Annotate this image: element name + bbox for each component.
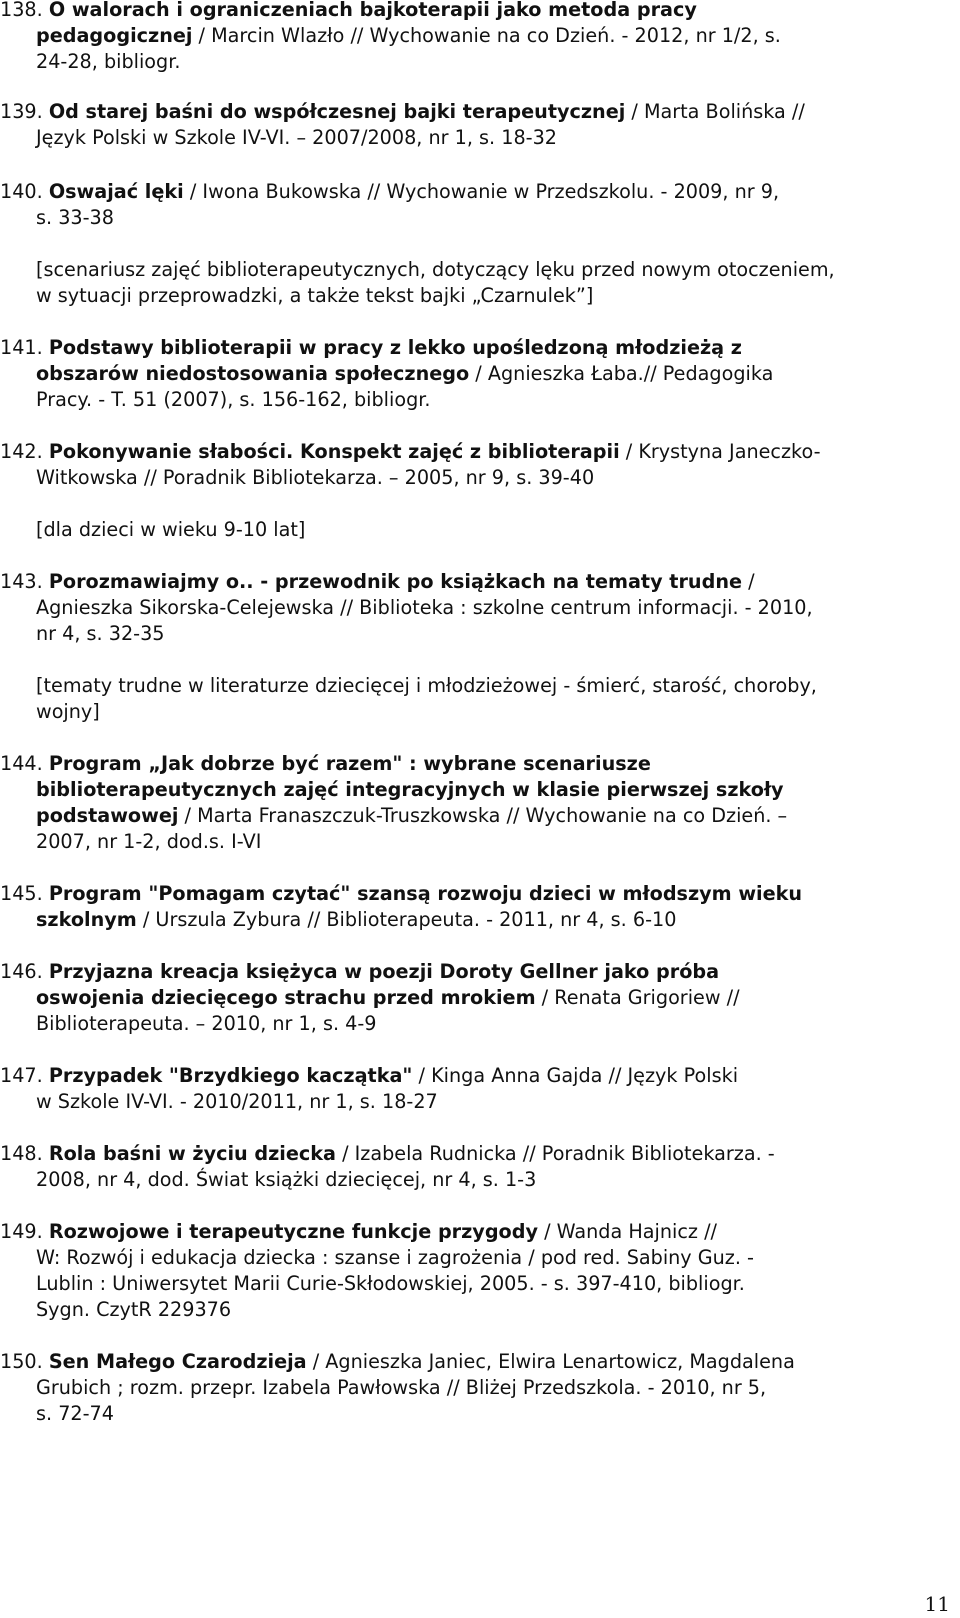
entry-title: obszarów niedostosowania społecznego: [36, 362, 470, 385]
entry-line: [0, 621, 940, 647]
bibliography-entry-147: [0, 1063, 940, 1115]
entry-line: [0, 361, 940, 387]
entry-line: [0, 777, 940, 803]
bibliography-entry-143: [0, 569, 940, 647]
bibliography-entry-141: [0, 335, 940, 413]
entry-title: Rozwojowe i terapeutyczne funkcje przygody: [48, 1220, 538, 1243]
entry-details: w Szkole IV-VI. - 2010/2011, nr 1, s. 18-27: [36, 1090, 438, 1113]
annotation-line: w sytuacji przeprowadzki, a także tekst bajki „Czarnulek”]: [36, 284, 594, 307]
entry-line: [0, 1349, 940, 1375]
entry-number: 145.: [0, 882, 49, 905]
entry-title: Przyjazna kreacja księżyca w poezji Doroty Gellner jako próba: [48, 960, 720, 983]
entry-annotation: [36, 257, 936, 309]
entry-details: Biblioterapeuta. – 2010, nr 1, s. 4-9: [36, 1012, 377, 1035]
entry-number: 139.: [0, 100, 49, 123]
entry-number: 149.: [0, 1220, 49, 1243]
entry-line: [0, 751, 940, 777]
entry-line: [0, 205, 940, 231]
entry-title: Sen Małego Czarodzieja: [48, 1350, 307, 1373]
entry-details: /: [742, 570, 755, 593]
entry-details: Język Polski w Szkole IV-VI. – 2007/2008, nr 1, s. 18-32: [36, 126, 558, 149]
entry-line: [0, 0, 940, 23]
entry-line: [0, 335, 940, 361]
bibliography-entry-149: [0, 1219, 940, 1323]
entry-details: / Wanda Hajnicz //: [537, 1220, 718, 1243]
entry-line: [0, 1401, 940, 1427]
entry-details: 24-28, bibliogr.: [36, 50, 181, 73]
entry-line: [0, 881, 940, 907]
bibliography-entry-138: [0, 0, 940, 75]
entry-title: Program "Pomagam czytać" szansą rozwoju dzieci w młodszym wieku: [48, 882, 803, 905]
bibliography-entry-148: [0, 1141, 940, 1193]
entry-details: / Kinga Anna Gajda // Język Polski: [412, 1064, 739, 1087]
entry-line: [0, 1245, 940, 1271]
entry-number: 146.: [0, 960, 49, 983]
entry-title: Rola baśni w życiu dziecka: [48, 1142, 336, 1165]
entry-details: Witkowska // Poradnik Bibliotekarza. – 2005, nr 9, s. 39-40: [36, 466, 595, 489]
entry-title: oswojenia dziecięcego strachu przed mrokiem: [36, 986, 536, 1009]
entry-line: [0, 49, 940, 75]
annotation-line: [scenariusz zajęć biblioterapeutycznych, dotyczący lęku przed nowym otoczeniem,: [36, 258, 835, 281]
entry-line: [0, 1271, 940, 1297]
entry-line: [0, 23, 940, 49]
entry-title: Przypadek "Brzydkiego kaczątka": [48, 1064, 413, 1087]
entry-line: [0, 907, 940, 933]
entry-details: Agnieszka Sikorska-Celejewska // Biblioteka : szkolne centrum informacji. - 2010,: [36, 596, 813, 619]
entry-line: [0, 569, 940, 595]
entry-line: [0, 1167, 940, 1193]
entry-annotation: [36, 517, 936, 543]
entry-details: / Urszula Zybura // Biblioterapeuta. - 2011, nr 4, s. 6-10: [136, 908, 677, 931]
annotation-line: [tematy trudne w literaturze dziecięcej i młodzieżowej - śmierć, starość, choroby,: [36, 674, 817, 697]
entry-details: / Renata Grigoriew //: [535, 986, 740, 1009]
entry-line: [0, 1063, 940, 1089]
entry-details: s. 72-74: [36, 1402, 114, 1425]
entry-line: [0, 1089, 940, 1115]
entry-details: s. 33-38: [36, 206, 114, 229]
entry-title: Pokonywanie słabości. Konspekt zajęć z biblioterapii: [48, 440, 620, 463]
entry-line: [0, 439, 940, 465]
entry-details: Pracy. - T. 51 (2007), s. 156-162, bibliogr.: [36, 388, 431, 411]
entry-details: / Marta Bolińska //: [625, 100, 805, 123]
page-number: 11: [924, 1592, 950, 1616]
entry-line: [0, 1141, 940, 1167]
entry-number: 150.: [0, 1350, 49, 1373]
entry-title: Program „Jak dobrze być razem" : wybrane scenariusze: [48, 752, 651, 775]
entry-line: [0, 829, 940, 855]
entry-line: [0, 179, 940, 205]
entry-line: [0, 387, 940, 413]
entry-number: 143.: [0, 570, 49, 593]
bibliography-entry-142: [0, 439, 940, 491]
entry-line: [0, 1011, 940, 1037]
entry-annotation: [36, 673, 936, 725]
bibliography-entry-140: [0, 179, 940, 231]
entry-details: Lublin : Uniwersytet Marii Curie-Skłodowskiej, 2005. - s. 397-410, bibliogr.: [36, 1272, 745, 1295]
entry-number: 140.: [0, 180, 49, 203]
bibliography-entry-139: [0, 99, 940, 151]
entry-number: 148.: [0, 1142, 49, 1165]
entry-details: 2008, nr 4, dod. Świat książki dziecięcej, nr 4, s. 1-3: [36, 1168, 537, 1191]
entry-line: [0, 1297, 940, 1323]
bibliography-entry-150: [0, 1349, 940, 1427]
entry-details: 2007, nr 1-2, dod.s. I-VI: [36, 830, 262, 853]
annotation-line: [dla dzieci w wieku 9-10 lat]: [36, 518, 306, 541]
entry-details: / Marcin Wlazło // Wychowanie na co Dzień. - 2012, nr 1/2, s.: [192, 24, 781, 47]
entry-details: / Agnieszka Łaba.// Pedagogika: [469, 362, 774, 385]
entry-number: 138.: [0, 0, 49, 21]
entry-number: 142.: [0, 440, 49, 463]
entry-title: Oswajać lęki: [48, 180, 184, 203]
entry-line: [0, 595, 940, 621]
entry-details: / Marta Franaszczuk-Truszkowska // Wychowanie na co Dzień. –: [178, 804, 788, 827]
entry-details: Grubich ; rozm. przepr. Izabela Pawłowska // Bliżej Przedszkola. - 2010, nr 5,: [36, 1376, 767, 1399]
entry-line: [0, 1375, 940, 1401]
entry-line: [0, 465, 940, 491]
entry-details: W: Rozwój i edukacja dziecka : szanse i zagrożenia / pod red. Sabiny Guz. -: [36, 1246, 754, 1269]
entry-title: szkolnym: [36, 908, 137, 931]
entry-details: nr 4, s. 32-35: [36, 622, 165, 645]
entry-line: [0, 125, 940, 151]
entry-details: / Izabela Rudnicka // Poradnik Bibliotekarza. -: [335, 1142, 775, 1165]
entry-details: Sygn. CzytR 229376: [36, 1298, 232, 1321]
entry-details: / Agnieszka Janiec, Elwira Lenartowicz, Magdalena: [306, 1350, 795, 1373]
entry-title: biblioterapeutycznych zajęć integracyjnych w klasie pierwszej szkoły: [36, 778, 784, 801]
entry-title: Porozmawiajmy o.. - przewodnik po książkach na tematy trudne: [48, 570, 742, 593]
annotation-line: wojny]: [36, 700, 100, 723]
entry-number: 141.: [0, 336, 49, 359]
entry-line: [0, 803, 940, 829]
entry-line: [0, 99, 940, 125]
bibliography-entry-144: [0, 751, 940, 855]
entry-number: 144.: [0, 752, 49, 775]
entry-details: / Iwona Bukowska // Wychowanie w Przedszkolu. - 2009, nr 9,: [183, 180, 780, 203]
entry-title: Podstawy biblioterapii w pracy z lekko upośledzoną młodzieżą z: [48, 336, 742, 359]
entry-title: O walorach i ograniczeniach bajkoterapii jako metoda pracy: [48, 0, 697, 21]
entry-title: Od starej baśni do współczesnej bajki terapeutycznej: [48, 100, 626, 123]
entry-title: pedagogicznej: [36, 24, 193, 47]
entry-line: [0, 959, 940, 985]
entry-details: / Krystyna Janeczko-: [619, 440, 821, 463]
bibliography-entry-146: [0, 959, 940, 1037]
entry-title: podstawowej: [36, 804, 179, 827]
bibliography-entry-145: [0, 881, 940, 933]
entry-line: [0, 1219, 940, 1245]
entry-line: [0, 985, 940, 1011]
entry-number: 147.: [0, 1064, 49, 1087]
